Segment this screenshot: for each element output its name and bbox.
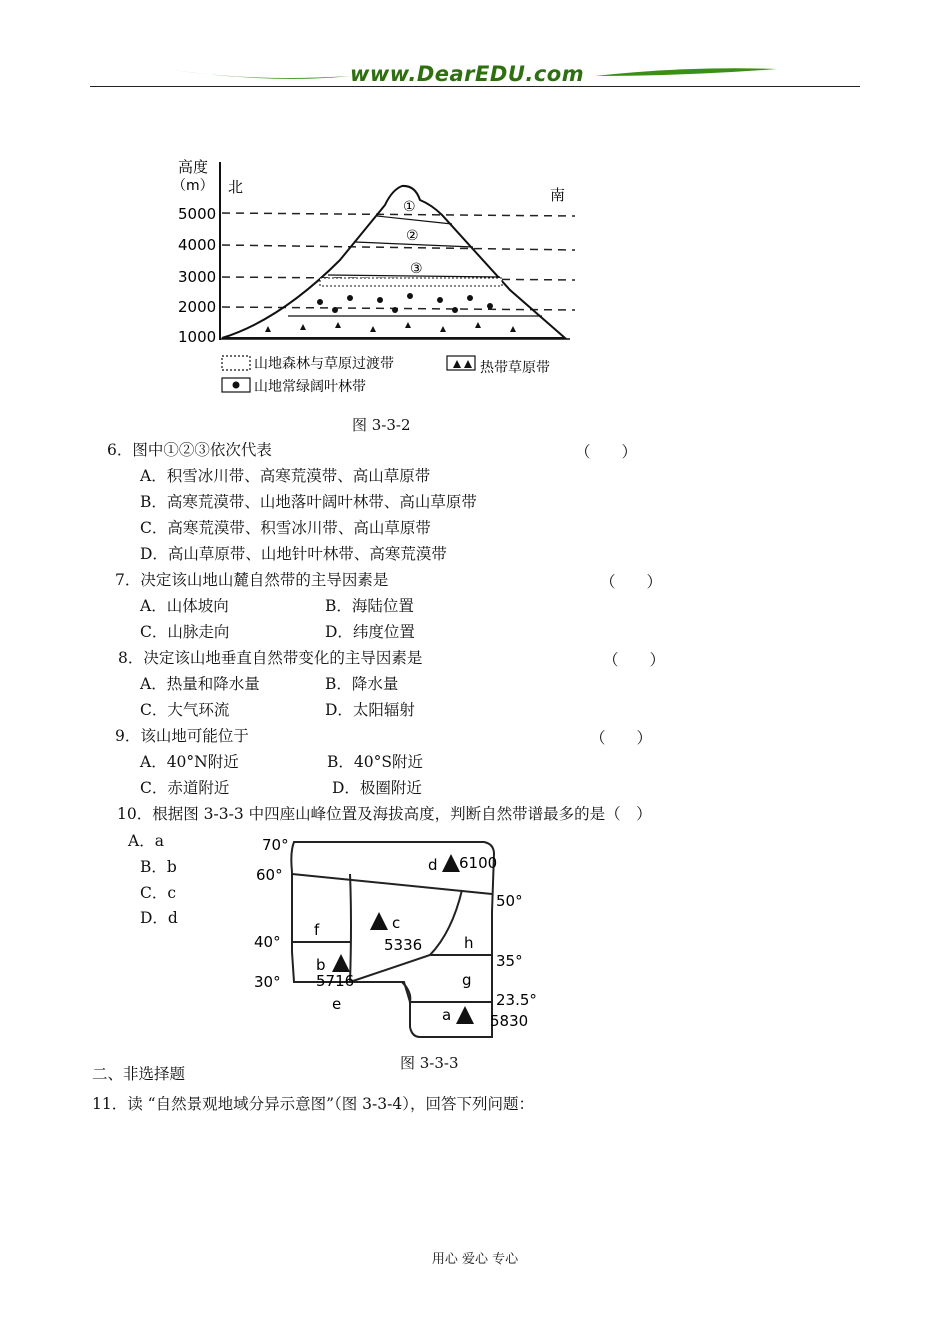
q7-option-a[interactable]: A．山体坡向: [140, 597, 229, 615]
site-brand: www.DearEDU.com: [350, 62, 585, 86]
peak-d-icon: [442, 854, 460, 872]
q9-answer-blank[interactable]: （ ）: [590, 729, 653, 747]
peak-d-height: 6100: [459, 854, 498, 872]
q10-option-c[interactable]: C．c: [140, 884, 177, 902]
peak-a-icon: [456, 1006, 474, 1024]
header-rule: [90, 86, 860, 87]
peak-b-label: b: [316, 956, 326, 974]
region-h: h: [464, 934, 474, 952]
figure-3-3-3-caption: 图 3-3-3: [400, 1054, 459, 1072]
zone-line-1: [377, 216, 452, 224]
q8-option-b[interactable]: B．降水量: [325, 675, 399, 693]
zone-label-1: ①: [403, 199, 416, 215]
forest-symbols: [317, 293, 493, 313]
legend-forest-label: 山地常绿阔叶林带: [254, 379, 366, 395]
tick-4000: 4000: [178, 236, 217, 254]
peak-d-label: d: [428, 856, 438, 874]
zone-label-2: ②: [406, 228, 419, 244]
q8-option-d[interactable]: D．太阳辐射: [325, 701, 415, 719]
y-axis-unit: （m）: [172, 178, 214, 194]
tick-5000: 5000: [178, 205, 217, 223]
tick-2000: 2000: [178, 298, 217, 316]
region-g: g: [462, 971, 472, 989]
q10-stem: 10．根据图 3-3-3 中四座山峰位置及海拔高度，判断自然带谱最多的是（ ）: [117, 805, 652, 823]
lat-40: 40°: [254, 933, 281, 951]
mountain-outline: [222, 186, 565, 338]
lat-70: 70°: [262, 836, 289, 854]
q6-option-b[interactable]: B．高寒荒漠带、山地落叶阔叶林带、高山草原带: [140, 493, 477, 511]
q10-option-a[interactable]: A．a: [128, 832, 164, 850]
lat-60: 60°: [256, 866, 283, 884]
q8-option-a[interactable]: A．热量和降水量: [140, 675, 260, 693]
q6-option-d[interactable]: D．高山草原带、山地针叶林带、高寒荒漠带: [140, 545, 447, 563]
q6-stem: 6．图中①②③依次代表: [107, 441, 272, 459]
lat-50: 50°: [496, 892, 523, 910]
dotted-band: [320, 278, 502, 286]
q9-option-b[interactable]: B．40°S附近: [327, 753, 423, 771]
q6-option-a[interactable]: A．积雪冰川带、高寒荒漠带、高山草原带: [140, 467, 431, 485]
peak-c-height: 5336: [384, 936, 423, 954]
q7-option-d[interactable]: D．纬度位置: [325, 623, 415, 641]
section-non-choice-title: 二、非选择题: [92, 1065, 186, 1083]
q10-option-d[interactable]: D．d: [140, 909, 178, 927]
savanna-symbols: [265, 322, 516, 332]
lat-35: 35°: [496, 952, 523, 970]
q7-option-b[interactable]: B．海陆位置: [325, 597, 414, 615]
figure-3-3-2-caption: 图 3-3-2: [352, 416, 411, 434]
q11-stem: 11．读 “自然景观地域分异示意图”（图 3-3-4），回答下列问题：: [92, 1095, 534, 1113]
q6-option-c[interactable]: C．高寒荒漠带、积雪冰川带、高山草原带: [140, 519, 431, 537]
q9-option-a[interactable]: A．40°N附近: [140, 753, 239, 771]
q8-option-c[interactable]: C．大气环流: [140, 701, 230, 719]
zone-label-3: ③: [410, 261, 423, 277]
q9-option-c[interactable]: C．赤道附近: [140, 779, 230, 797]
figure-3-3-2: [170, 150, 590, 405]
q8-stem: 8．决定该山地垂直自然带变化的主导因素是: [118, 649, 423, 667]
peak-a-label: a: [442, 1006, 452, 1024]
q9-stem: 9．该山地可能位于: [115, 727, 249, 745]
lat-30: 30°: [254, 973, 281, 991]
region-f: f: [314, 921, 320, 939]
region-e: e: [332, 995, 342, 1013]
q8-answer-blank[interactable]: （ ）: [603, 651, 666, 669]
q10-option-b[interactable]: B．b: [140, 858, 177, 876]
q9-option-d[interactable]: D．极圈附近: [332, 779, 422, 797]
legend-savanna-label: 热带草原带: [480, 360, 550, 376]
tick-3000: 3000: [178, 268, 217, 286]
peak-c-label: c: [392, 914, 401, 932]
page-footer: 用心 爱心 专心: [431, 1252, 519, 1267]
altitude-dashed-lines: [222, 213, 575, 310]
south-label: 南: [550, 186, 566, 204]
peak-b-height: 5716: [316, 972, 355, 990]
q7-answer-blank[interactable]: （ ）: [600, 573, 663, 591]
peak-c-icon: [370, 912, 388, 930]
figure-3-3-3: [252, 832, 552, 1042]
y-axis-title: 高度: [178, 158, 209, 176]
legend-transition-swatch: [222, 356, 250, 370]
q7-stem: 7．决定该山地山麓自然带的主导因素是: [115, 571, 389, 589]
lat-23-5: 23.5°: [496, 991, 537, 1009]
tick-1000: 1000: [178, 328, 217, 346]
legend-transition-label: 山地森林与草原过渡带: [254, 356, 394, 372]
north-label: 北: [228, 178, 244, 196]
peak-a-height: 5830: [490, 1012, 529, 1030]
q6-answer-blank[interactable]: （ ）: [575, 443, 638, 461]
q7-option-c[interactable]: C．山脉走向: [140, 623, 230, 641]
peak-b-icon: [332, 954, 350, 972]
